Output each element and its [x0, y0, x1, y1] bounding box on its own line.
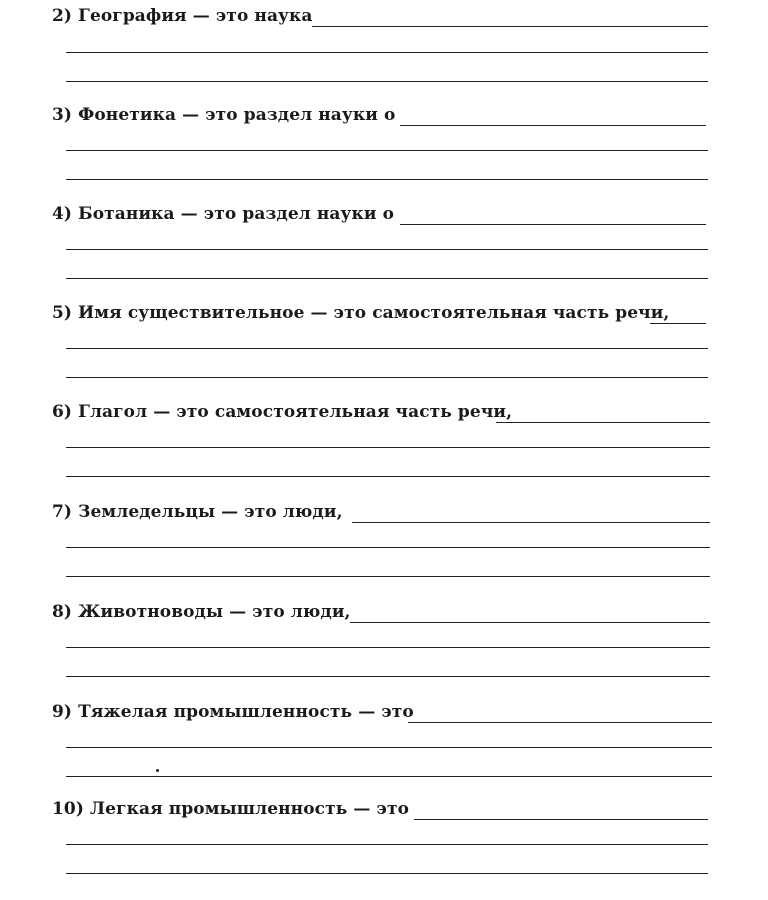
answer-line-inline[interactable] — [352, 522, 710, 523]
answer-line[interactable] — [66, 377, 708, 378]
answer-line[interactable] — [66, 747, 712, 748]
question-prompt — [52, 797, 409, 821]
answer-line-inline[interactable] — [312, 26, 708, 27]
answer-line[interactable] — [66, 547, 710, 548]
answer-line-inline[interactable] — [414, 819, 708, 820]
question-text: География — это наука — [78, 6, 313, 26]
answer-line[interactable] — [66, 179, 708, 180]
question-prompt — [52, 600, 351, 624]
answer-line[interactable] — [66, 52, 708, 53]
question-number: 6) — [52, 402, 73, 422]
answer-line[interactable] — [66, 873, 708, 874]
question-text: Фонетика — это раздел науки о — [78, 105, 396, 125]
question-item — [52, 4, 712, 94]
question-number: 8) — [52, 602, 73, 622]
answer-line-inline[interactable] — [496, 422, 710, 423]
question-text: Земледельцы — это люди, — [78, 502, 343, 522]
question-prompt — [52, 301, 669, 325]
answer-line[interactable] — [66, 150, 708, 151]
question-number: 3) — [52, 105, 73, 125]
answer-line[interactable] — [66, 348, 708, 349]
question-text: Глагол — это самостоятельная часть речи, — [78, 402, 513, 422]
question-item — [52, 400, 714, 490]
answer-line[interactable] — [66, 676, 710, 677]
answer-line-inline[interactable] — [400, 125, 706, 126]
question-prompt — [52, 700, 414, 724]
question-prompt — [52, 202, 394, 226]
question-number: 9) — [52, 702, 73, 722]
question-number: 4) — [52, 204, 73, 224]
answer-line[interactable] — [66, 844, 708, 845]
question-number: 7) — [52, 502, 73, 522]
question-text: Ботаника — это раздел науки о — [78, 204, 395, 224]
question-item — [52, 103, 712, 193]
question-text: Животноводы — это люди, — [78, 602, 351, 622]
question-item — [52, 797, 712, 887]
question-text: Легкая промышленность — это — [90, 799, 410, 819]
question-prompt — [52, 103, 395, 127]
answer-line[interactable] — [66, 776, 712, 777]
question-number: 5) — [52, 303, 73, 323]
question-prompt — [52, 500, 343, 524]
question-item — [52, 700, 714, 790]
question-text: Тяжелая промышленность — это — [78, 702, 414, 722]
answer-line-inline[interactable] — [350, 622, 710, 623]
question-prompt — [52, 400, 512, 424]
answer-line-inline[interactable] — [408, 722, 712, 723]
question-item — [52, 301, 712, 391]
answer-line[interactable] — [66, 647, 710, 648]
answer-line-inline[interactable] — [650, 323, 706, 324]
question-item — [52, 202, 712, 292]
answer-line-inline[interactable] — [400, 224, 706, 225]
answer-line[interactable] — [66, 476, 710, 477]
answer-line[interactable] — [66, 576, 710, 577]
question-item — [52, 600, 714, 690]
question-prompt — [52, 4, 313, 28]
question-text: Имя существительное — это самостоятельная часть речи, — [78, 303, 670, 323]
question-number: 10) — [52, 799, 85, 819]
answer-line[interactable] — [66, 278, 708, 279]
answer-line[interactable] — [66, 447, 710, 448]
ink-dot — [156, 769, 159, 772]
answer-line[interactable] — [66, 81, 708, 82]
question-number: 2) — [52, 6, 73, 26]
question-item — [52, 500, 714, 590]
answer-line[interactable] — [66, 249, 708, 250]
